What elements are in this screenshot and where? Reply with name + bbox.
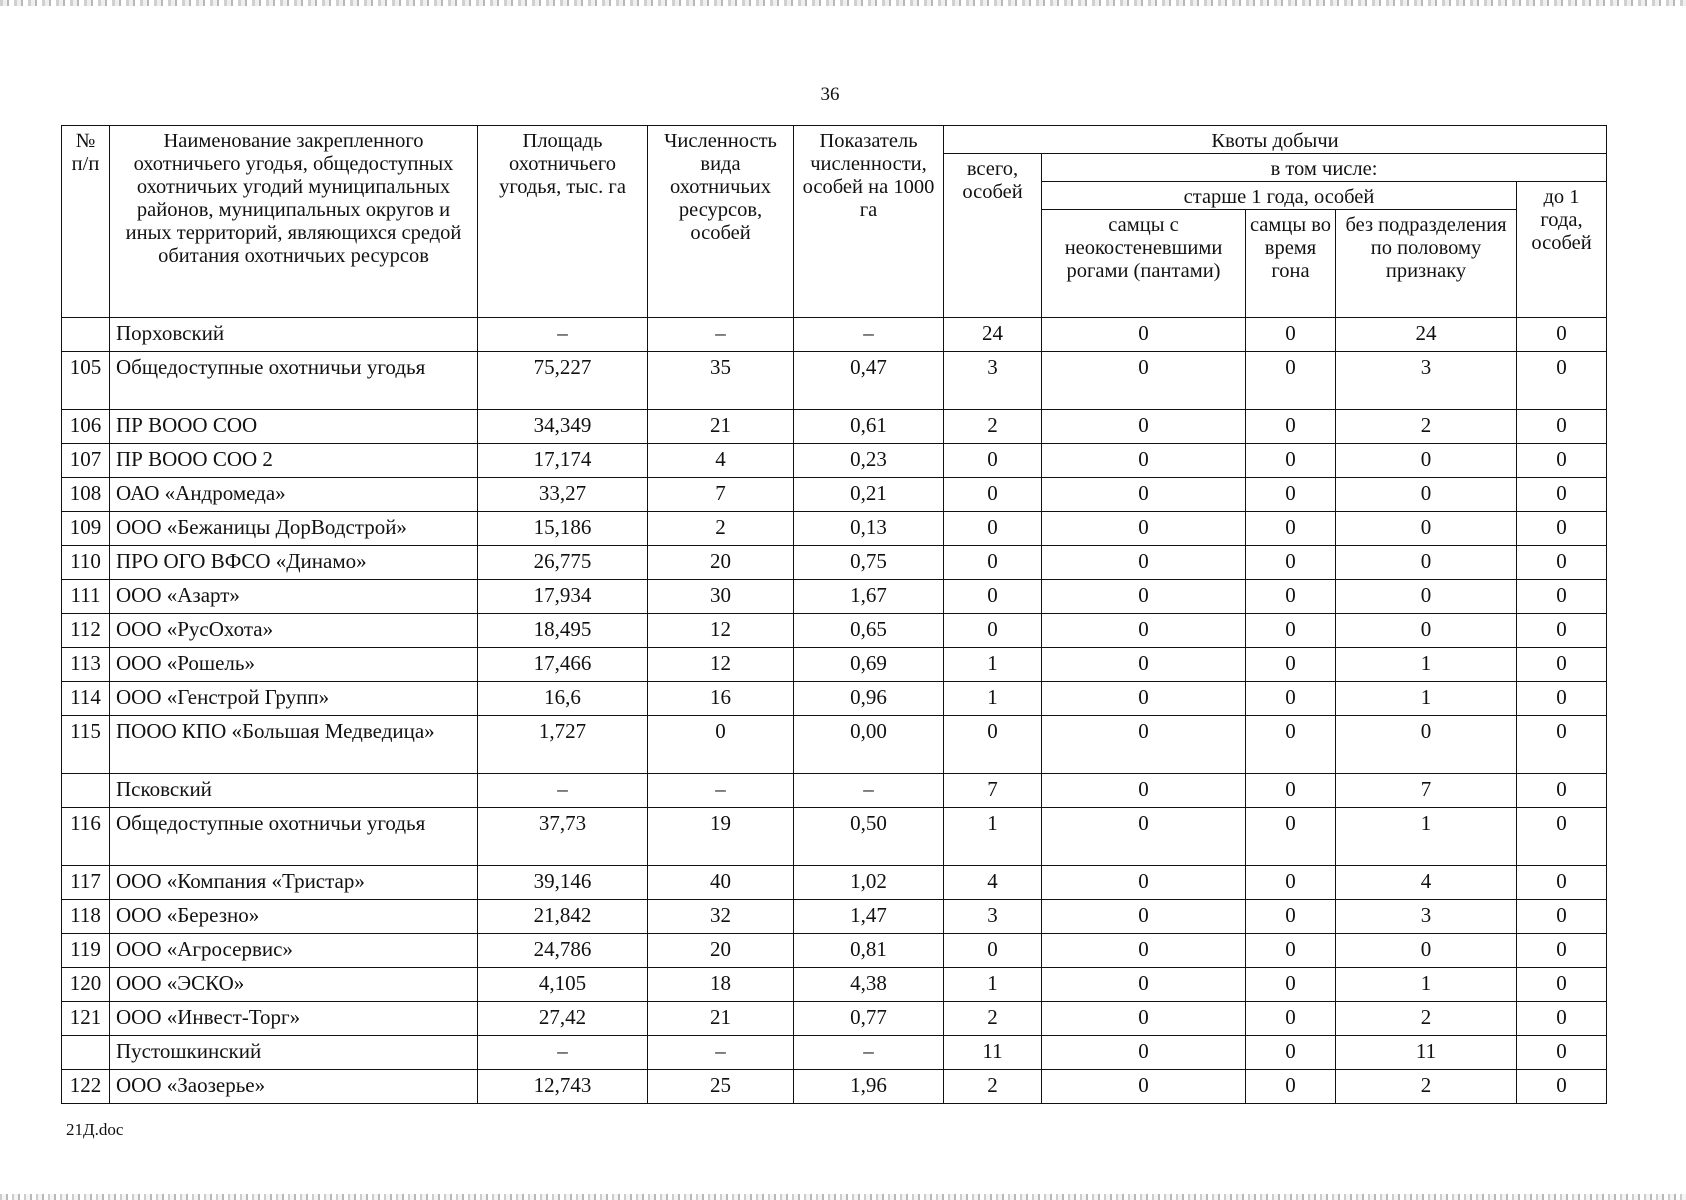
row-no-sex: 0: [1336, 477, 1517, 511]
row-name: ООО «Азарт»: [110, 579, 478, 613]
header-name: Наименование закрепленного охотничьего угодья, общедоступных охотничьих угодий муниципальных районов, муниципальных округов и иных территорий, являющихся средой обитания охотничьих ресурсов: [110, 126, 478, 318]
row-area: 4,105: [478, 967, 648, 1001]
table-row: [62, 1069, 1607, 1103]
row-name: Общедоступные охотничьи угодья: [110, 351, 478, 409]
row-count: 32: [648, 899, 794, 933]
row-density: 1,67: [794, 579, 944, 613]
row-total: 0: [944, 443, 1042, 477]
row-number: 113: [62, 647, 110, 681]
header-under1: до 1 года, особей: [1517, 181, 1607, 317]
row-males-velvet: 0: [1042, 773, 1246, 807]
row-count: 16: [648, 681, 794, 715]
table-row: [62, 647, 1607, 681]
row-density: 4,38: [794, 967, 944, 1001]
row-no-sex: 0: [1336, 933, 1517, 967]
header-quota: Квоты добычи: [944, 126, 1607, 154]
row-males-rut: 0: [1246, 477, 1336, 511]
row-no-sex: 1: [1336, 967, 1517, 1001]
row-no-sex: 0: [1336, 579, 1517, 613]
row-under1: 0: [1517, 1001, 1607, 1035]
row-density: 1,02: [794, 865, 944, 899]
row-total: 1: [944, 807, 1042, 865]
row-name: ООО «Генстрой Групп»: [110, 681, 478, 715]
row-males-velvet: 0: [1042, 865, 1246, 899]
row-area: 1,727: [478, 715, 648, 773]
row-name: ПООО КПО «Большая Медведица»: [110, 715, 478, 773]
row-count: 0: [648, 715, 794, 773]
row-number: [62, 1035, 110, 1069]
row-no-sex: 0: [1336, 511, 1517, 545]
row-number: 117: [62, 865, 110, 899]
row-total: 2: [944, 1069, 1042, 1103]
header-area: Площадь охотничьего угодья, тыс. га: [478, 126, 648, 318]
row-males-velvet: 0: [1042, 967, 1246, 1001]
row-no-sex: 1: [1336, 647, 1517, 681]
row-name: ПР ВООО СОО 2: [110, 443, 478, 477]
row-density: –: [794, 317, 944, 351]
row-males-velvet: 0: [1042, 1069, 1246, 1103]
row-density: –: [794, 1035, 944, 1069]
row-males-rut: 0: [1246, 773, 1336, 807]
row-count: 25: [648, 1069, 794, 1103]
row-density: 0,69: [794, 647, 944, 681]
row-name: ООО «ЭСКО»: [110, 967, 478, 1001]
row-number: [62, 317, 110, 351]
row-number: 119: [62, 933, 110, 967]
table-row: [62, 409, 1607, 443]
row-males-rut: 0: [1246, 681, 1336, 715]
row-no-sex: 11: [1336, 1035, 1517, 1069]
row-count: –: [648, 317, 794, 351]
row-density: 0,50: [794, 807, 944, 865]
row-count: 20: [648, 933, 794, 967]
row-name: ООО «Рошель»: [110, 647, 478, 681]
row-males-rut: 0: [1246, 351, 1336, 409]
row-name: ООО «Компания «Тристар»: [110, 865, 478, 899]
row-total: 0: [944, 511, 1042, 545]
row-total: 24: [944, 317, 1042, 351]
row-name: ООО «Агросервис»: [110, 933, 478, 967]
row-no-sex: 3: [1336, 351, 1517, 409]
row-males-rut: 0: [1246, 443, 1336, 477]
table-row: [62, 613, 1607, 647]
row-number: 110: [62, 545, 110, 579]
row-under1: 0: [1517, 579, 1607, 613]
row-males-velvet: 0: [1042, 899, 1246, 933]
row-males-velvet: 0: [1042, 545, 1246, 579]
row-under1: 0: [1517, 443, 1607, 477]
row-total: 0: [944, 715, 1042, 773]
row-under1: 0: [1517, 477, 1607, 511]
row-number: 112: [62, 613, 110, 647]
header-total: всего, особей: [944, 153, 1042, 317]
row-area: 34,349: [478, 409, 648, 443]
row-name: ПРО ОГО ВФСО «Динамо»: [110, 545, 478, 579]
row-density: 1,47: [794, 899, 944, 933]
row-area: –: [478, 1035, 648, 1069]
row-count: 12: [648, 613, 794, 647]
table-row: [62, 511, 1607, 545]
row-males-velvet: 0: [1042, 579, 1246, 613]
row-number: 118: [62, 899, 110, 933]
row-no-sex: 24: [1336, 317, 1517, 351]
row-no-sex: 7: [1336, 773, 1517, 807]
row-males-rut: 0: [1246, 545, 1336, 579]
row-density: 0,13: [794, 511, 944, 545]
row-count: 35: [648, 351, 794, 409]
row-area: 21,842: [478, 899, 648, 933]
row-under1: 0: [1517, 681, 1607, 715]
row-name: ООО «РусОхота»: [110, 613, 478, 647]
row-count: 30: [648, 579, 794, 613]
row-males-rut: 0: [1246, 647, 1336, 681]
page-number: 36: [820, 84, 840, 105]
row-under1: 0: [1517, 773, 1607, 807]
table-row: [62, 545, 1607, 579]
row-under1: 0: [1517, 647, 1607, 681]
row-count: 4: [648, 443, 794, 477]
row-under1: 0: [1517, 545, 1607, 579]
row-density: 0,21: [794, 477, 944, 511]
district-row: [62, 1035, 1607, 1069]
row-males-velvet: 0: [1042, 351, 1246, 409]
row-males-velvet: 0: [1042, 1001, 1246, 1035]
row-count: 40: [648, 865, 794, 899]
row-males-rut: 0: [1246, 579, 1336, 613]
district-row: [62, 317, 1607, 351]
row-count: 19: [648, 807, 794, 865]
row-males-velvet: 0: [1042, 1035, 1246, 1069]
row-no-sex: 1: [1336, 807, 1517, 865]
table-row: [62, 1001, 1607, 1035]
row-total: 0: [944, 477, 1042, 511]
row-males-velvet: 0: [1042, 807, 1246, 865]
row-name: ООО «Заозерье»: [110, 1069, 478, 1103]
header-density: Показатель численности, особей на 1000 га: [794, 126, 944, 318]
row-number: 114: [62, 681, 110, 715]
row-area: 12,743: [478, 1069, 648, 1103]
row-males-rut: 0: [1246, 933, 1336, 967]
row-density: 0,65: [794, 613, 944, 647]
header-count: Численность вида охотничьих ресурсов, особей: [648, 126, 794, 318]
row-under1: 0: [1517, 933, 1607, 967]
row-total: 3: [944, 351, 1042, 409]
row-number: [62, 773, 110, 807]
row-males-rut: 0: [1246, 967, 1336, 1001]
row-under1: 0: [1517, 899, 1607, 933]
row-number: 106: [62, 409, 110, 443]
row-number: 105: [62, 351, 110, 409]
table-row: [62, 967, 1607, 1001]
row-total: 11: [944, 1035, 1042, 1069]
row-no-sex: 0: [1336, 443, 1517, 477]
row-under1: 0: [1517, 967, 1607, 1001]
row-area: 15,186: [478, 511, 648, 545]
header-males-velvet: самцы с неокостеневшими рогами (пантами): [1042, 209, 1246, 317]
row-count: 2: [648, 511, 794, 545]
scan-edge-bottom: [0, 1194, 1686, 1200]
row-area: 17,466: [478, 647, 648, 681]
table-row: [62, 807, 1607, 865]
row-number: 120: [62, 967, 110, 1001]
row-under1: 0: [1517, 409, 1607, 443]
header-males-rut: самцы во время гона: [1246, 209, 1336, 317]
row-count: –: [648, 1035, 794, 1069]
row-males-velvet: 0: [1042, 511, 1246, 545]
row-total: 1: [944, 967, 1042, 1001]
row-area: 27,42: [478, 1001, 648, 1035]
row-area: –: [478, 317, 648, 351]
row-under1: 0: [1517, 715, 1607, 773]
row-males-velvet: 0: [1042, 477, 1246, 511]
row-number: 121: [62, 1001, 110, 1035]
table-row: [62, 351, 1607, 409]
row-total: 0: [944, 933, 1042, 967]
row-density: 0,96: [794, 681, 944, 715]
row-density: 0,23: [794, 443, 944, 477]
row-males-rut: 0: [1246, 899, 1336, 933]
row-no-sex: 0: [1336, 545, 1517, 579]
row-area: 75,227: [478, 351, 648, 409]
row-under1: 0: [1517, 807, 1607, 865]
row-count: 21: [648, 1001, 794, 1035]
row-under1: 0: [1517, 351, 1607, 409]
row-name: ОАО «Андромеда»: [110, 477, 478, 511]
row-name: ПР ВООО СОО: [110, 409, 478, 443]
row-total: 1: [944, 681, 1042, 715]
row-density: 0,61: [794, 409, 944, 443]
row-count: 18: [648, 967, 794, 1001]
row-area: 24,786: [478, 933, 648, 967]
district-row: [62, 773, 1607, 807]
row-no-sex: 2: [1336, 1001, 1517, 1035]
row-number: 116: [62, 807, 110, 865]
row-total: 7: [944, 773, 1042, 807]
row-males-velvet: 0: [1042, 933, 1246, 967]
row-males-rut: 0: [1246, 865, 1336, 899]
row-number: 122: [62, 1069, 110, 1103]
row-density: 0,81: [794, 933, 944, 967]
row-density: 0,75: [794, 545, 944, 579]
row-area: 17,174: [478, 443, 648, 477]
row-males-velvet: 0: [1042, 681, 1246, 715]
table-row: [62, 579, 1607, 613]
row-number: 115: [62, 715, 110, 773]
row-density: 1,96: [794, 1069, 944, 1103]
row-males-rut: 0: [1246, 807, 1336, 865]
header-including: в том числе:: [1042, 153, 1607, 181]
row-under1: 0: [1517, 1035, 1607, 1069]
row-under1: 0: [1517, 317, 1607, 351]
row-no-sex: 3: [1336, 899, 1517, 933]
header-no-sex: без подразделения по половому признаку: [1336, 209, 1517, 317]
row-total: 3: [944, 899, 1042, 933]
row-area: 37,73: [478, 807, 648, 865]
row-name: ООО «Бежаницы ДорВодстрой»: [110, 511, 478, 545]
header-older: старше 1 года, особей: [1042, 181, 1517, 209]
row-males-velvet: 0: [1042, 317, 1246, 351]
row-name: ООО «Березно»: [110, 899, 478, 933]
row-under1: 0: [1517, 613, 1607, 647]
row-total: 4: [944, 865, 1042, 899]
row-total: 0: [944, 545, 1042, 579]
row-males-velvet: 0: [1042, 613, 1246, 647]
row-total: 0: [944, 613, 1042, 647]
row-under1: 0: [1517, 865, 1607, 899]
row-males-velvet: 0: [1042, 715, 1246, 773]
row-under1: 0: [1517, 1069, 1607, 1103]
row-no-sex: 0: [1336, 715, 1517, 773]
row-area: 26,775: [478, 545, 648, 579]
row-name: ООО «Инвест-Торг»: [110, 1001, 478, 1035]
row-number: 109: [62, 511, 110, 545]
row-name: Общедоступные охотничьи угодья: [110, 807, 478, 865]
table-row: [62, 933, 1607, 967]
row-males-rut: 0: [1246, 317, 1336, 351]
header-idx: № п/п: [62, 126, 110, 318]
row-count: 21: [648, 409, 794, 443]
row-total: 1: [944, 647, 1042, 681]
row-under1: 0: [1517, 511, 1607, 545]
table-header: [62, 126, 1607, 318]
row-total: 0: [944, 579, 1042, 613]
row-males-velvet: 0: [1042, 647, 1246, 681]
row-name: Пустошкинский: [110, 1035, 478, 1069]
row-area: 39,146: [478, 865, 648, 899]
row-number: 111: [62, 579, 110, 613]
row-name: Псковский: [110, 773, 478, 807]
row-count: 20: [648, 545, 794, 579]
row-males-velvet: 0: [1042, 409, 1246, 443]
scan-edge-top: [0, 0, 1686, 6]
row-area: 17,934: [478, 579, 648, 613]
row-name: Порховский: [110, 317, 478, 351]
row-number: 108: [62, 477, 110, 511]
row-density: 0,77: [794, 1001, 944, 1035]
table-row: [62, 443, 1607, 477]
row-count: 12: [648, 647, 794, 681]
footer-filename: 21Д.doc: [66, 1120, 124, 1139]
row-no-sex: 2: [1336, 409, 1517, 443]
row-no-sex: 1: [1336, 681, 1517, 715]
row-density: –: [794, 773, 944, 807]
row-density: 0,47: [794, 351, 944, 409]
row-males-rut: 0: [1246, 511, 1336, 545]
table-row: [62, 681, 1607, 715]
table-row: [62, 899, 1607, 933]
row-no-sex: 2: [1336, 1069, 1517, 1103]
table-body: [62, 317, 1607, 1103]
row-no-sex: 0: [1336, 613, 1517, 647]
row-no-sex: 4: [1336, 865, 1517, 899]
row-count: –: [648, 773, 794, 807]
row-males-rut: 0: [1246, 715, 1336, 773]
row-density: 0,00: [794, 715, 944, 773]
table-row: [62, 715, 1607, 773]
row-males-rut: 0: [1246, 1001, 1336, 1035]
row-males-rut: 0: [1246, 409, 1336, 443]
row-area: 33,27: [478, 477, 648, 511]
row-males-rut: 0: [1246, 1069, 1336, 1103]
row-number: 107: [62, 443, 110, 477]
row-count: 7: [648, 477, 794, 511]
row-males-rut: 0: [1246, 613, 1336, 647]
quota-table: [61, 125, 1607, 1104]
table-row: [62, 477, 1607, 511]
row-males-rut: 0: [1246, 1035, 1336, 1069]
row-total: 2: [944, 409, 1042, 443]
row-area: –: [478, 773, 648, 807]
row-area: 16,6: [478, 681, 648, 715]
table-row: [62, 865, 1607, 899]
row-area: 18,495: [478, 613, 648, 647]
row-total: 2: [944, 1001, 1042, 1035]
row-males-velvet: 0: [1042, 443, 1246, 477]
